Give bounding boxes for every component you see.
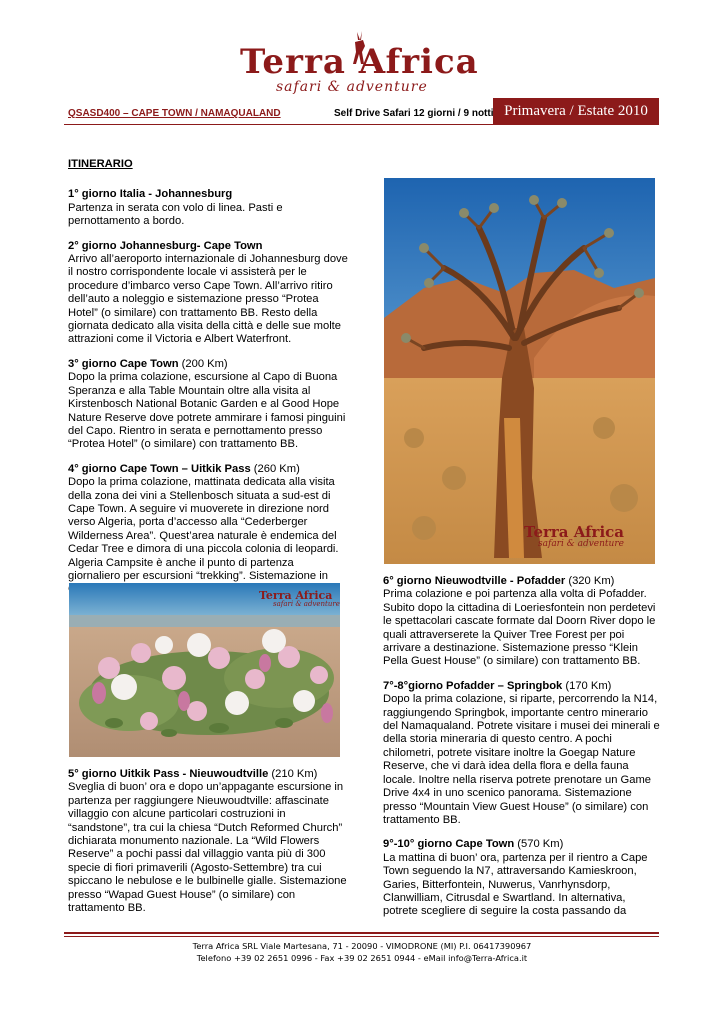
day-3 xyxy=(68,358,348,452)
day-5 xyxy=(68,768,348,915)
trip-type: Self Drive Safari 12 giorni / 9 notti xyxy=(334,108,494,119)
flowers-illustration xyxy=(69,583,340,757)
quiver-tree-illustration xyxy=(384,178,655,564)
day-2 xyxy=(68,240,348,347)
flowers-photo xyxy=(69,583,340,757)
day-title: 9°-10° giorno Cape Town xyxy=(383,838,515,851)
day-title: 2° giorno Johannesburg- Cape Town xyxy=(68,239,263,252)
day-text: Sveglia di buon’ ora e dopo un’appagante escursione in partenza per raggiungere Nieuwoudtville: affascinate villaggio con alcune particolari costruzioni in “sandstone”, tra cui la chiesa “Dutch Reformed Church” dichiarata monumento nazionale. La “Wild Flowers Reserve” a pochi passi dal villaggio vanta più di 300 specie di fiori primaverili (Agosto-Settembre) tra cui spiccano le nebulose e le bulbinelle gialle. Sistemazione presso “Wapad Guest House” (o similare) con trattamento BB. xyxy=(68,781,347,915)
day-distance: (320 Km) xyxy=(565,575,615,587)
day-1 xyxy=(68,188,348,228)
day-title: 4° giorno Cape Town – Uitkik Pass xyxy=(68,462,251,475)
watermark-subtitle: safari & adventure xyxy=(273,600,340,608)
footer-divider xyxy=(64,932,659,934)
day-title: 7°-8°giorno Pofadder – Springbok xyxy=(383,679,563,692)
day-9-10 xyxy=(383,838,663,918)
quiver-tree-photo xyxy=(384,178,655,564)
day-text: Prima colazione e poi partenza alla volta di Pofadder. Subito dopo la cittadina di Loeriesfontein non perdetevi le spettacolari cascate formate dal Doorn River dopo le quali attraverserete la Quiver Tree Forest per poi arrivare a destinazione. Sistemazione presso “Klein Pella Guest House” (o similare) con trattamento BB. xyxy=(383,588,656,668)
day-7-8 xyxy=(383,680,663,827)
footer-address: Terra Africa SRL Viale Martesana, 71 - 20090 - VIMODRONE (MI) P.I. 06417390967 xyxy=(192,941,532,951)
itinerary-right-column xyxy=(383,575,663,930)
itinerary-heading: ITINERARIO xyxy=(68,158,133,170)
company-logo xyxy=(232,26,502,96)
day-distance: (170 Km) xyxy=(562,679,612,692)
day-4 xyxy=(68,463,348,597)
day-title: 5° giorno Uitkik Pass - Nieuwoudtville xyxy=(68,768,269,780)
season-badge: Primavera / Estate 2010 xyxy=(493,98,659,125)
photo-watermark xyxy=(259,589,340,608)
day-text: Partenza in serata con volo di linea. Pasti e pernottamento a bordo. xyxy=(68,201,283,228)
day-text: Dopo la prima colazione, escursione al Capo di Buona Speranza e alla Table Mountain oltre alla visita al Kirstenbosch National Botanic Garden e al Good Hope Nature Reserve dove potrete ammirare i famosi pinguini del Capo. Rientro in serata e pernottamento presso “Protea Hotel” (o similare) con trattamento BB. xyxy=(68,371,346,451)
watermark-title: Terra Africa xyxy=(259,589,333,602)
day-title: 1° giorno Italia - Johannesburg xyxy=(68,188,233,201)
itinerary-left-column-bottom xyxy=(68,768,348,926)
watermark-subtitle: safari & adventure xyxy=(538,539,624,549)
day-text: Arrivo all’aeroporto internazionale di Johannesburg dove il nostro corrispondente locale vi assisterà per le procedure d’imbarco verso Cape Town. All’arrivo ritiro dell’auto a noleggio e sistemazione presso “Protea Hotel” (o similare) con trattamento BB. Resto della giornata dedicato alla visita della città e delle sue molte attrazioni come il Victoria e Albert Waterfront. xyxy=(68,253,348,346)
day-distance: (260 Km) xyxy=(250,462,300,475)
day-distance: (200 Km) xyxy=(178,357,228,370)
day-text: Dopo la prima colazione, si riparte, percorrendo la N14, raggiungendo Springbok, importante centro minerario del Namaqualand. Potrete visitare i musei dei minerali e della storia mineraria di questo centro. A pochi chilometri, potrete visitare inoltre la Goegap Nature Reserve, che vi darà idea della flora e della fauna locale. Inoltre nella riserva potrete prenotare un Game Drive 4x4 in uno scenico panorama. Sistemazione presso “Mountain View Guest House” (o similare) con trattamento BB. xyxy=(383,693,660,826)
header-divider xyxy=(64,124,659,125)
watermark-title: Terra Africa xyxy=(524,523,625,541)
day-6 xyxy=(383,575,663,669)
day-text: Dopo la prima colazione, mattinata dedicata alla visita della zona dei vini a Stellenbosch situata a sud-est di Cape Town. A seguire vi muoverete in direzione nord verso Algeria, porta d’accesso alla “Cederberger Wilderness Area”. Quest’area naturale è endemica del Cedar Tree e dimora di una piccola colonia di leopardi. Algeria Campsite è anche il punto di partenza giornaliero per escursioni “trekking”. Sistemazione in xyxy=(68,476,339,582)
day-title: 3° giorno Cape Town xyxy=(68,357,179,370)
day-distance: (210 Km) xyxy=(268,768,318,780)
footer xyxy=(0,941,724,964)
logo-title: Terra Africa xyxy=(240,42,479,82)
logo-subtitle: safari & adventure xyxy=(276,79,428,95)
day-distance: (570 Km) xyxy=(514,838,564,851)
footer-contacts: Telefono +39 02 2651 0996 - Fax +39 02 2651 0944 - eMail info@Terra-Africa.it xyxy=(196,952,528,963)
day-text: La mattina di buon’ ora, partenza per il rientro a Cape Town seguendo la N7, attraversando Kamieskroon, Garies, Bitterfontein, Nuwerus, Vanrhynsdorp, Clanwilliam, Citrusdal e Swartland. In alternativa, potrete scegliere di seguire la costa passando da xyxy=(383,851,648,918)
footer-divider-thin xyxy=(64,936,659,937)
tour-code-link[interactable]: QSASD400 – CAPE TOWN / NAMAQUALAND xyxy=(68,108,281,119)
itinerary-left-column xyxy=(68,158,348,608)
day-title: 6° giorno Nieuwodtville - Pofadder xyxy=(383,575,566,587)
photo-watermark xyxy=(524,523,624,549)
